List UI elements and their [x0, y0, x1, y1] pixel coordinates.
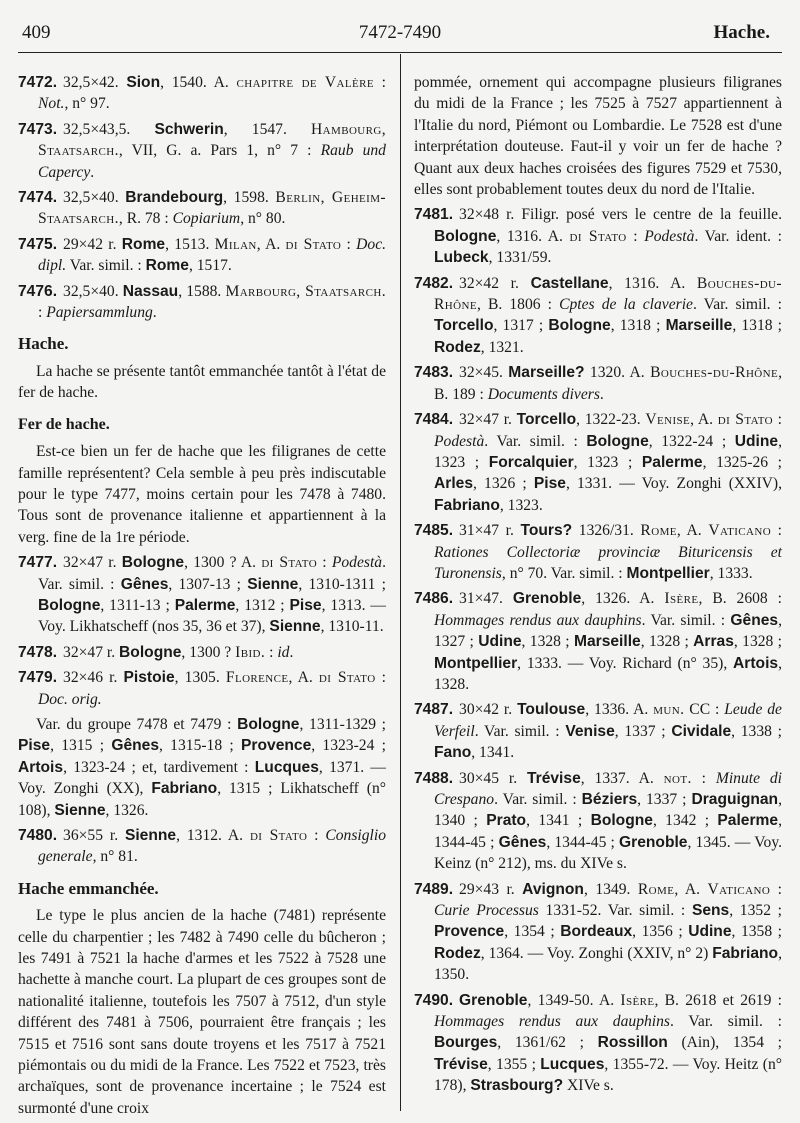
entry-7483: 7483. 32×45. Marseille? 1320. A. Bouches-du-Rhône, B. 189 : Documents divers.: [414, 364, 782, 403]
entry-7478: 7478. 32×47 r. Bologne, 1300 ? Ibid. : id.: [18, 643, 294, 661]
entry-7482: 7482. 32×42 r. Castellane, 1316. A. Bouches-du-Rhône, B. 1806 : Cptes de la claverie. Var. simil. : Torcello, 1317 ; Bologne, 1318 ; Marseille, 1318 ; Rodez, 1321.: [414, 274, 783, 356]
entry-7473: 7473. 32,5×43,5. Schwerin, 1547. Hambourg, Staatsarch., VII, G. a. Pars 1, n° 7 : Raub und Capercy.: [18, 120, 387, 181]
entry-7477: 7477. 32×47 r. Bologne, 1300 ? A. di Stato : Podestà. Var. simil. : Gênes, 1307-13 ; Sienne, 1310-1311 ; Bologne, 1311-13 ; Palerme, 1312 ; Pise, 1313. — Voy. Likhatscheff (nos 35, 36 et 37), Sienne, 1310-11.: [18, 554, 387, 636]
entry-7479: 7479. 32×46 r. Pistoie, 1305. Florence, A. di Stato : Doc. orig.: [18, 669, 387, 708]
section-title: Hache.: [713, 22, 770, 43]
entry-7481: 7481. 32×48 r. Filigr. posé vers le centre de la feuille. Bologne, 1316. A. di Stato : Podestà. Var. ident. : Lubeck, 1331/59.: [414, 206, 782, 267]
heading-fer-de-hache: Fer de hache.: [18, 415, 110, 433]
heading-hache: Hache.: [18, 334, 69, 354]
paragraph-fer-de-hache: Est-ce bien un fer de hache que les filigranes de cette famille représentent? Cela semble à peu près indiscutable pour le type 7477, moins certain pour les 7478 à 7480. Tous sont de provenance italienne et appartiennent à la verg. fine de la 1re période.: [18, 443, 386, 546]
page-header: [0, 0, 800, 52]
entry-7475: 7475. 29×42 r. Rome, 1513. Milan, A. di Stato : Doc. dipl. Var. simil. : Rome, 1517.: [18, 235, 387, 275]
entry-7474: 7474. 32,5×40. Brandebourg, 1598. Berlin, Geheim-Staatsarch., R. 78 : Copiarium, n° 80.: [18, 189, 386, 228]
entry-7476: 7476. 32,5×40. Nassau, 1588. Marbourg, Staatsarch. : Papiersammlung.: [18, 282, 387, 322]
page-number: 409: [22, 22, 51, 43]
entry-7487: 7487. 30×42 r. Toulouse, 1336. A. mun. CC : Leude de Verfeil. Var. simil. : Venise, 1337 ; Cividale, 1338 ; Fano, 1341.: [414, 701, 782, 762]
left-column: [18, 72, 386, 1123]
entry-7486: 7486. 31×47. Grenoble, 1326. A. Isère, B. 2608 : Hommages rendus aux dauphins. Var. simil. : Gênes, 1327 ; Udine, 1328 ; Marseille, 1328 ; Arras, 1328 ; Montpellier, 1333. — Voy. Richard (n° 35), Artois, 1328.: [414, 590, 782, 693]
column-separator: [400, 54, 401, 1111]
entry-7490: 7490. Grenoble, 1349-50. A. Isère, B. 2618 et 2619 : Hommages rendus aux dauphins. Var. simil. : Bourges, 1361/62 ; Rossillon (Ain), 1354 ; Trévise, 1355 ; Lucques, 1355-72. — Voy. Heitz (n° 178), Strasbourg? XIVe s.: [414, 991, 783, 1095]
page-range: 7472-7490: [358, 22, 442, 43]
heading-hache-emmanchee: Hache emmanchée.: [18, 878, 159, 898]
entry-7488: 7488. 30×45 r. Trévise, 1337. A. not. : Minute di Crespano. Var. simil. : Béziers, 1337 ; Draguignan, 1340 ; Prato, 1341 ; Bologne, 1342 ; Palerme, 1344-45 ; Gênes, 1344-45 ; Grenoble, 1345. — Voy. Keinz (n° 212), ms. du XIVe s.: [414, 769, 782, 873]
paragraph-hache-emmanchee: Le type le plus ancien de la hache (7481) représente celle du charpentier ; les 7482 à 7490 celle du bûcheron ; les 7491 à 7521 la hache d'armes et les 7522 à 7528 une hachette à manche court. La plupart de ces groupes sont de nationalité italienne, toutefois les 7507 à 7512, d'un style différent des 7481 à 7506, pourraient être français ; les 7515 et 7516 sont sans doute troyens et les 7517 à 7521 piémontais ou du midi de la France. Les 7522 et 7523, très archaïques, sont de provenance incertaine ; le 7524 est surmonté d'une croix: [18, 907, 386, 1117]
entry-7489: 7489. 29×43 r. Avignon, 1349. Rome, A. Vaticano : Curie Processus 1331-52. Var. simil. : Sens, 1352 ; Provence, 1354 ; Bordeaux, 1356 ; Udine, 1358 ; Rodez, 1364. — Voy. Zonghi (XXIV, n° 2) Fabriano, 1350.: [414, 880, 783, 984]
header-rule: [18, 52, 782, 53]
paragraph-continued: pommée, ornement qui accompagne plusieurs filigranes du midi de la France ; les 7525 à 7527 appartiennent à l'Italie du nord, Piémont ou Lombardie. Le 7528 est d'une interprétation douteuse. Faut-il y voir un fer de hache ? Quant aux deux haches croisées des figures 7529 et 7530, elles sont probablement toutes deux du nord de l'Italie.: [414, 74, 782, 199]
entry-7485: 7485. 31×47 r. Tours? 1326/31. Rome, A. Vaticano : Rationes Collectoriæ provinciæ Bituricensis et Turonensis, n° 70. Var. simil. : Montpellier, 1333.: [414, 522, 783, 582]
right-column: [414, 72, 782, 1101]
paragraph-7479-variants: Var. du groupe 7478 et 7479 : Bologne, 1311-1329 ; Pise, 1315 ; Gênes, 1315-18 ; Provence, 1323-24 ; Artois, 1323-24 ; et, tardivement : Lucques, 1371. — Voy. Zonghi (XX), Fabriano, 1315 ; Likhatscheff (n° 108), Sienne, 1326.: [18, 715, 386, 819]
entry-7484: 7484. 32×47 r. Torcello, 1322-23. Venise, A. di Stato : Podestà. Var. simil. : Bologne, 1322-24 ; Udine, 1323 ; Forcalquier, 1323 ; Palerme, 1325-26 ; Arles, 1326 ; Pise, 1331. — Voy. Zonghi (XXIV), Fabriano, 1323.: [414, 411, 783, 514]
paragraph-hache: La hache se présente tantôt emmanchée tantôt à l'état de fer de hache.: [18, 362, 386, 402]
entry-7472: 7472. 32,5×42. Sion, 1540. A. chapitre de Valère : Not., n° 97.: [18, 74, 387, 113]
entry-7480: 7480. 36×55 r. Sienne, 1312. A. di Stato : Consiglio generale, n° 81.: [18, 827, 386, 866]
